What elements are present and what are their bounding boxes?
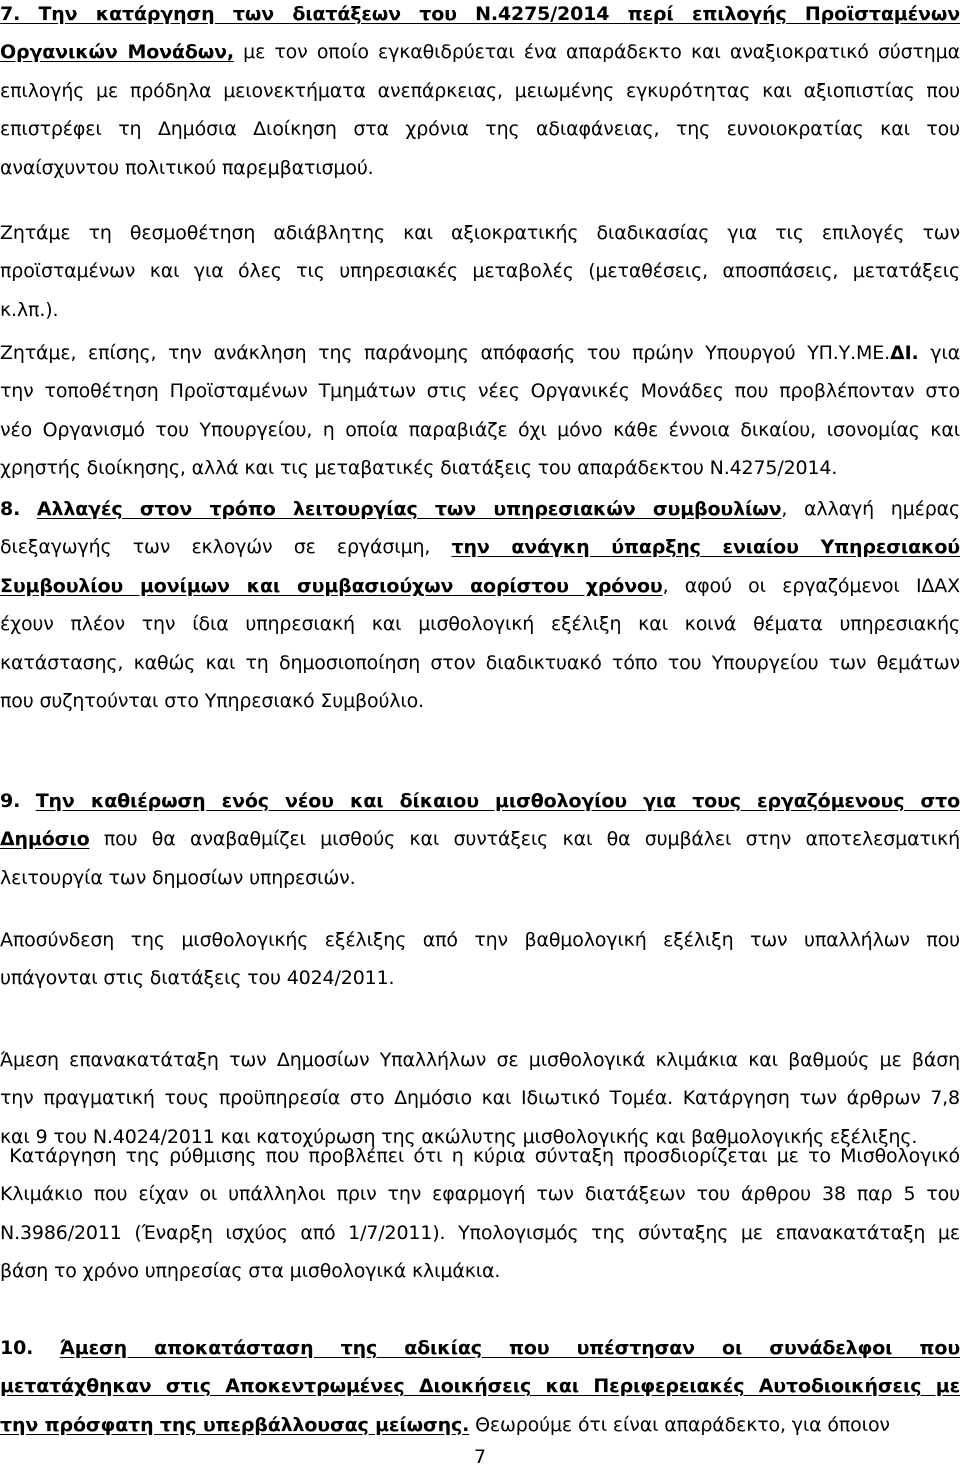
- page-number: 7: [473, 1446, 487, 1468]
- section-8-number: 8.: [0, 498, 21, 520]
- section-7-demand-2: Ζητάμε, επίσης, την ανάκληση της παράνομης απόφασής του πρώην Υπουργού ΥΠ.Υ.ΜΕ.ΔΙ. για την τοποθέτηση Προϊσταμένων Τμημάτων στις νέες Οργανικές Μονάδες που προβλέπονταν στο νέο Οργανισμό του Υπουργείου, η οποία παραβιάζε όχι μόνο κάθε έννοια δικαίου, ισονομίας και χρηστής διοίκησης, αλλά και τις μεταβατικές διατάξεις του απαράδεκτου Ν.4275/2014.: [0, 342, 960, 480]
- section-8-heading2-l2: Συμβουλίου μονίμων και συμβασιούχων αορίστου χρόνου: [0, 574, 663, 597]
- section-9-number: 9.: [0, 790, 21, 812]
- section-10-heading-l3: την πρόσφατη της υπερβάλλουσας μείωσης.: [0, 1413, 470, 1436]
- section-9-p2: Άμεση επανακατάταξη των Δημοσίων Υπαλλήλων σε μισθολογικά κλιμάκια και βαθμούς με βάση την πραγματική τους προϋπηρεσία στο Δημόσιο και Ιδιωτικό Τομέα. Κατάργηση των άρθρων 7,8 και 9 του Ν.4024/2011 και κατοχύρωση της ακώλυτης μισθολογικής και βαθμολογικής εξέλιξης.: [0, 1049, 960, 1148]
- section-8: 8. Αλλαγές στον τρόπο λειτουργίας των υπηρεσιακών συμβουλίων, αλλαγή ημέρας διεξαγωγής των εκλογών σε εργάσιμη, την ανάγκη ύπαρξης ενιαίου Υπηρεσιακού Συμβουλίου μονίμων και συμβασιούχων αορίστου χρόνου, αφού οι εργαζόμενοι ΙΔΑΧ έχουν πλέον την ίδια υπηρεσιακή και μισθολογική εξέλιξη και κοινά θέματα υπηρεσιακής κατάστασης, καθώς και τη δημοσιοποίηση στον διαδικτυακό τόπο του Υπουργείου των θεμάτων που συζητούνται στο Υπηρεσιακό Συμβούλιο.: [0, 498, 960, 713]
- section-7-demand-1: Ζητάμε τη θεσμοθέτηση αδιάβλητης και αξιοκρατικής διαδικασίας για τις επιλογές των προϊσταμένων και για όλες τις υπηρεσιακές μεταβολές (μεταθέσεις, αποσπάσεις, μετατάξεις κ.λπ.).: [0, 222, 960, 321]
- section-9: 9. Την καθιέρωση ενός νέου και δίκαιου μισθολογίου για τους εργαζόμενους στο Δημόσιο που θα αναβαθμίζει μισθούς και συντάξεις και θα συμβάλει στην αποτελεσματική λειτουργία των δημοσίων υπηρεσιών.: [0, 790, 960, 889]
- section-9-p3: Κατάργηση της ρύθμισης που προβλέπει ότι η κύρια σύνταξη προσδιορίζεται με το Μισθολογικό Κλιμάκιο που είχαν οι υπάλληλοι πριν την εφαρμογή των διατάξεων του άρθρου 38 παρ 5 του Ν.3986/2011 (Έναρξη ισχύος από 1/7/2011). Υπολογισμός της σύνταξης με επανακατάταξη με βάση το χρόνο υπηρεσίας στα μισθολογικά κλιμάκια.: [0, 1145, 960, 1283]
- section-10-heading-l2: μετατάχθηκαν στις Αποκεντρωμένες Διοικήσεις και Περιφερειακές Αυτοδιοικήσεις με: [0, 1375, 960, 1398]
- section-8-heading2-l1: την ανάγκη ύπαρξης ενιαίου Υπηρεσιακού: [451, 536, 960, 559]
- section-10-heading-l1: Άμεση αποκατάσταση της αδικίας που υπέστησαν οι συνάδελφοι που: [59, 1337, 960, 1359]
- section-8-heading: Αλλαγές στον τρόπο λειτουργίας των υπηρεσιακών συμβουλίων: [36, 498, 782, 520]
- section-9-p1: Αποσύνδεση της μισθολογικής εξέλιξης από την βαθμολογική εξέλιξη των υπαλλήλων που υπάγονται στις διατάξεις του 4024/2011.: [0, 929, 960, 990]
- section-9-heading-l1: Την καθιέρωση ενός νέου και δίκαιου μισθολογίου για τους εργαζόμενους στο: [35, 790, 960, 812]
- bold-di: ΔΙ.: [890, 342, 919, 364]
- section-10: 10. Άμεση αποκατάσταση της αδικίας που υπέστησαν οι συνάδελφοι που μετατάχθηκαν στις Αποκεντρωμένες Διοικήσεις και Περιφερειακές Αυτοδιοικήσεις με την πρόσφατη της υπερβάλλουσας μείωσης. Θεωρούμε ότι είναι απαράδεκτο, για όποιον: [0, 1337, 960, 1436]
- section-7-heading-l1: 7. Την κατάργηση των διατάξεων του Ν.4275/2014 περί επιλογής Προϊσταμένων: [0, 3, 960, 25]
- section-7-heading-l2: Οργανικών Μονάδων,: [0, 41, 234, 64]
- section-9-heading-l2: Δημόσιο: [0, 828, 90, 851]
- section-7-intro: 7. Την κατάργηση των διατάξεων του Ν.4275/2014 περί επιλογής Προϊσταμένων Οργανικών Μονάδων, με τον οποίο εγκαθιδρύεται ένα απαράδεκτο και αναξιοκρατικό σύστημα επιλογής με πρόδηλα μειονεκτήματα ανεπάρκειας, μειωμένης εγκυρότητας και αξιοπιστίας που επιστρέφει τη Δημόσια Διοίκηση στα χρόνια της αδιαφάνειας, της ευνοιοκρατίας και του αναίσχυντου πολιτικού παρεμβατισμού.: [0, 3, 960, 179]
- section-10-number: 10.: [0, 1337, 34, 1359]
